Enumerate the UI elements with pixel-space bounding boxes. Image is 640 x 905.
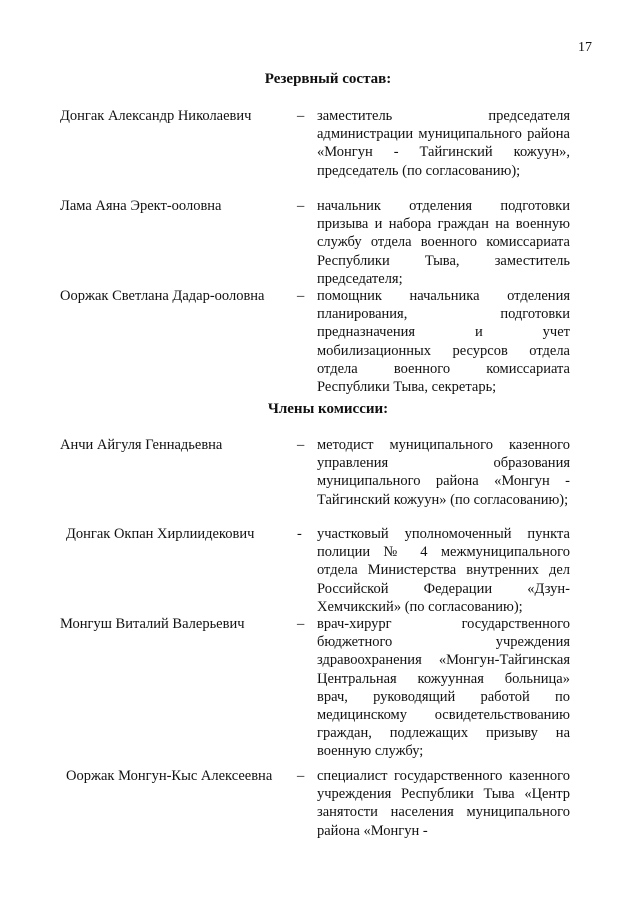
member-entry — [60, 525, 570, 615]
role-description: специалист государственного казенного учреждения Республики Тыва «Центр занятости населения муниципального района «Монгун - — [317, 768, 570, 839]
members-section — [60, 436, 570, 840]
person-name: Ооржак Светлана Дадар-ооловна — [60, 288, 265, 304]
dash: – — [297, 288, 305, 304]
role-description: заместитель председателя администрации муниципального района «Монгун - Тайгинский кожуун», председатель (по согласованию); — [317, 108, 570, 179]
role-description: помощник начальника отделения планирования, подготовки предназначения и учет мобилизационных ресурсов отдела отдела военного комиссариата Республики Тыва, секретарь; — [317, 288, 570, 396]
dash: – — [297, 198, 305, 214]
member-entry — [60, 615, 570, 767]
dash: - — [297, 526, 302, 542]
dash: – — [297, 437, 305, 453]
person-name: Лама Аяна Эрект-ооловна — [60, 198, 222, 214]
reserve-entry — [60, 197, 570, 287]
page-number: 17 — [578, 40, 592, 55]
person-name: Анчи Айгуля Геннадьевна — [60, 437, 223, 453]
dash: – — [297, 768, 305, 784]
person-name: Донгак Окпан Хирлиидекович — [66, 526, 255, 542]
person-name: Монгуш Виталий Валерьевич — [60, 616, 245, 632]
role-description: участковый уполномоченный пункта полиции № 4 межмуниципального отдела Министерства внутренних дел Российской Федерации «Дзун-Хемчикский» (по согласованию); — [317, 526, 570, 615]
members-heading: Члены комиссии: — [267, 401, 389, 417]
role-description: методист муниципального казенного управления образования муниципального района «Монгун - Тайгинский кожуун» (по согласованию); — [317, 437, 570, 508]
person-name: Донгак Александр Николаевич — [60, 108, 252, 124]
role-description: врач-хирург государственного бюджетного учреждения здравоохранения «Монгун-Тайгинская Центральная кожуунная больница» врач, руководящий работой по медицинскому освидетельствованию граждан, подлежащих призыву на военную службу; — [317, 616, 570, 760]
reserve-section — [60, 107, 570, 396]
person-name: Ооржак Монгун-Кыс Алексеевна — [66, 768, 273, 784]
member-entry — [60, 767, 570, 840]
member-entry — [60, 436, 570, 525]
role-description: начальник отделения подготовки призыва и набора граждан на военную службу отдела военного комиссариата Республики Тыва, заместитель председателя; — [317, 198, 570, 287]
reserve-heading: Резервный состав: — [264, 71, 392, 87]
reserve-entry — [60, 287, 570, 396]
dash: – — [297, 616, 305, 632]
reserve-entry — [60, 107, 570, 197]
dash: – — [297, 108, 305, 124]
